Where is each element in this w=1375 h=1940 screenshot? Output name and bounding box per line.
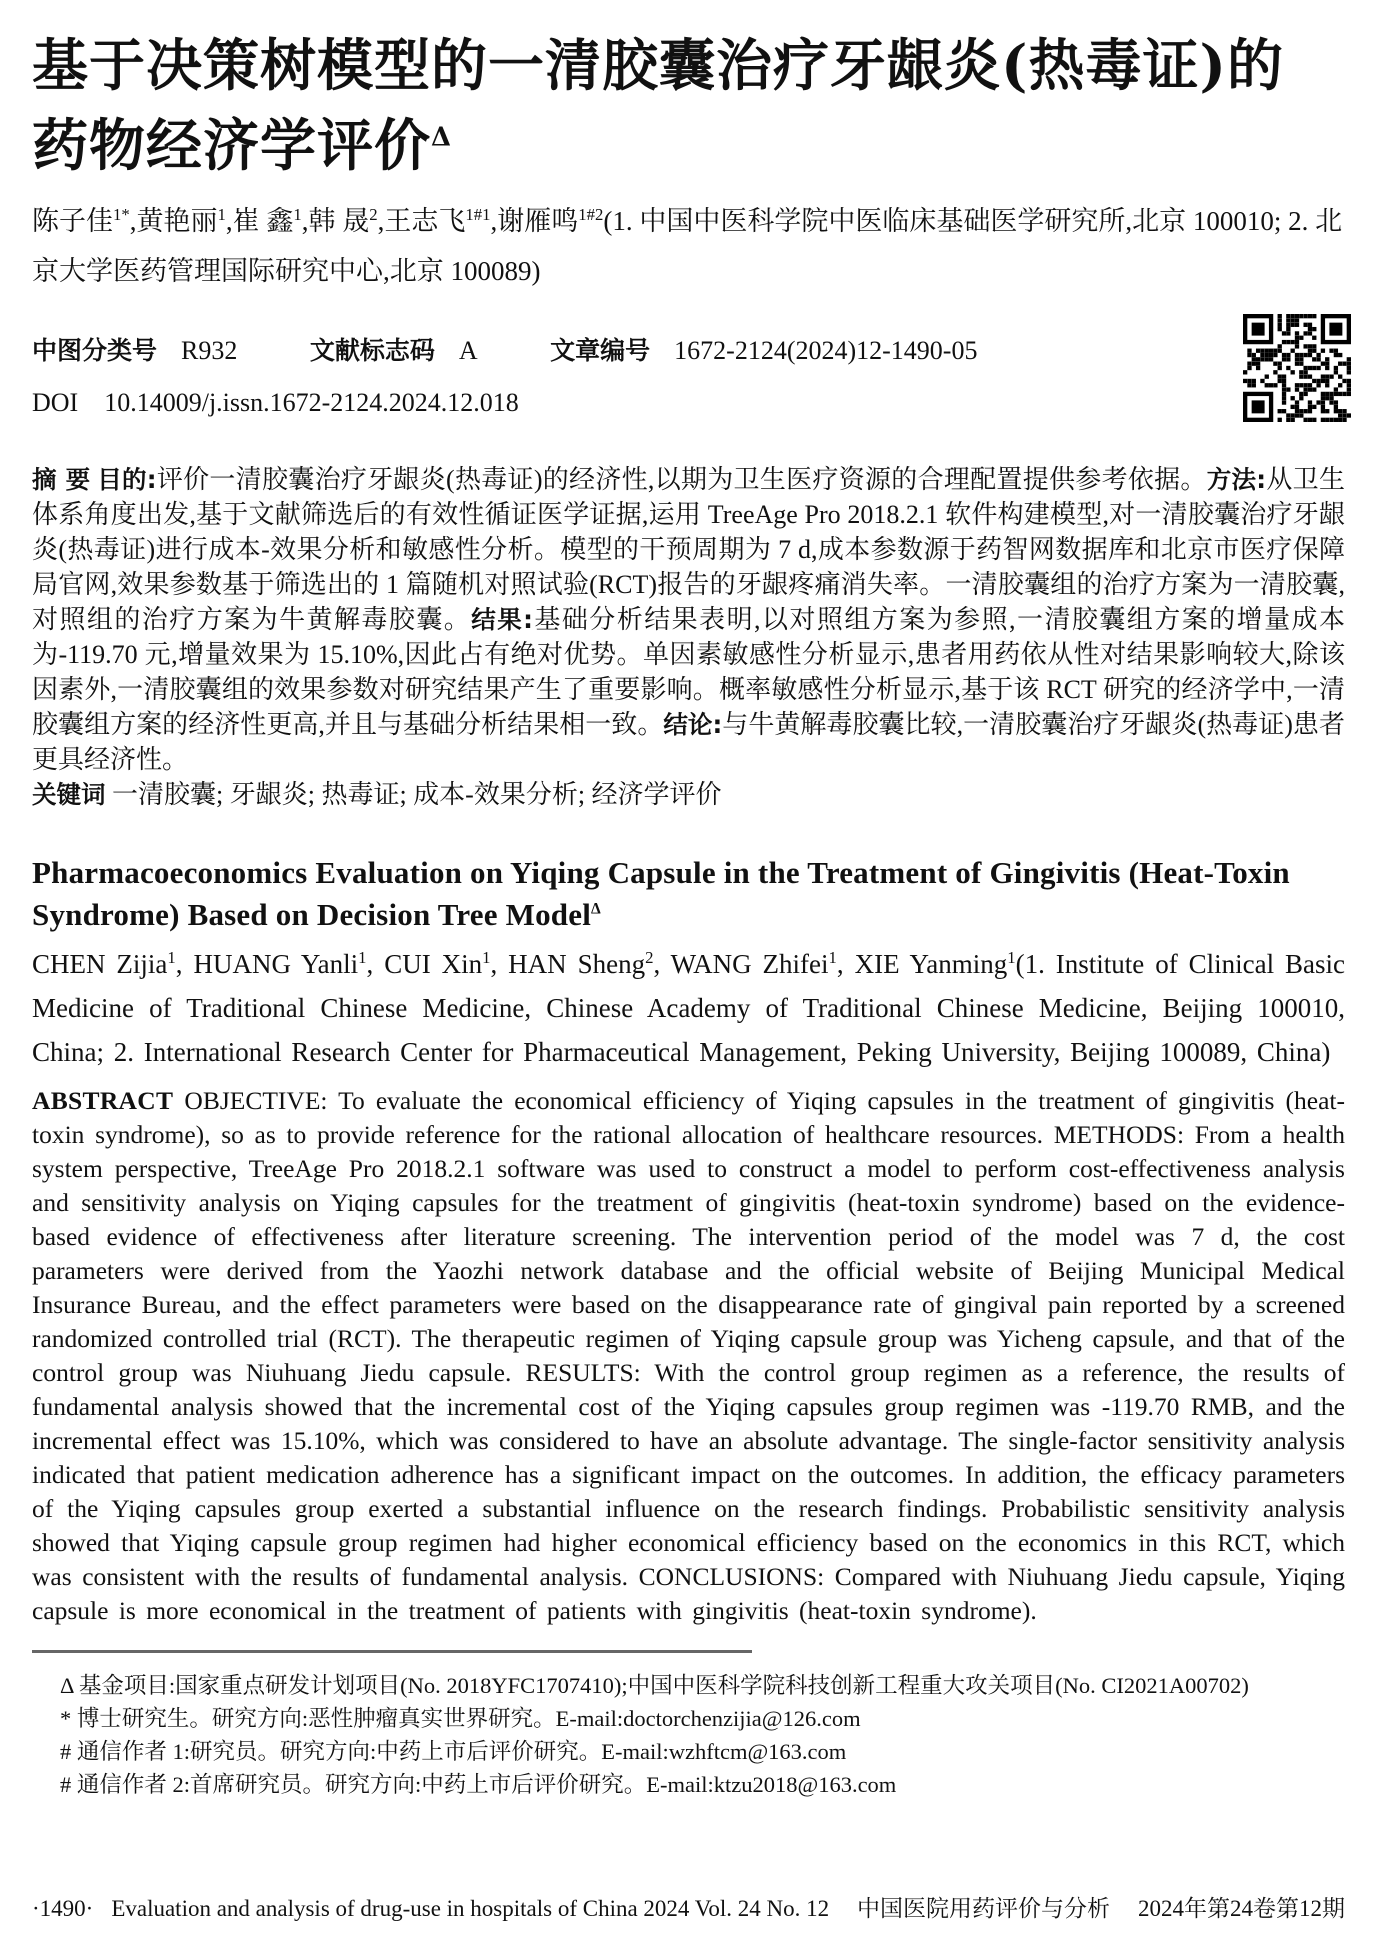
footnote-first-author: * 博士研究生。研究方向:恶性肿瘤真实世界研究。E-mail:doctorchenzijia@126.com — [60, 1706, 861, 1731]
title-cn-fund-marker: Δ — [431, 122, 452, 153]
footnotes — [32, 1669, 1345, 1801]
title-cn-line2: 药物经济学评价 — [32, 113, 431, 179]
footnote-corresponding-author-1: # 通信作者 1:研究员。研究方向:中药上市后评价研究。E-mail:wzhftcm@163.com — [60, 1739, 847, 1764]
title-cn-line1: 基于决策树模型的一清胶囊治疗牙龈炎(热毒证)的 — [32, 33, 1284, 99]
qr-code — [1243, 314, 1351, 424]
authors-cn: 陈子佳$^{1*}$,黄艳丽$^1$,崔 鑫$^1$,韩 晟$^2$,王志飞$^{1\#1}$,谢雁鸣$^{1\#2}$(1. 中国中医科学院中医临床基础医学研究所,北京 100010; 2. 北京大学医药管理国际研究中心,北京 100089) — [32, 205, 1343, 286]
doi-label: DOI — [32, 388, 79, 417]
page-number: ·1490· — [32, 1896, 94, 1921]
footer-journal-en: Evaluation and analysis of drug-use in hospitals of China 2024 Vol. 24 No. 12 — [111, 1896, 830, 1921]
footer-right — [857, 1890, 1345, 1923]
article-title-cn — [32, 26, 1345, 186]
doi-value: 10.14009/j.issn.1672-2124.2024.12.018 — [104, 388, 519, 417]
footer-left — [32, 1896, 829, 1922]
footnote-corresponding-author-2: # 通信作者 2:首席研究员。研究方向:中药上市后评价研究。E-mail:ktzu2018@163.com — [60, 1772, 897, 1797]
clc-number: 中图分类号 R932 — [32, 336, 238, 365]
footer-issue: 2024年第24卷第12期 — [1138, 1896, 1345, 1921]
article-meta-row — [32, 332, 1345, 428]
footnote-fund: Δ 基金项目:国家重点研发计划项目(No. 2018YFC1707410);中国中医科学院科技创新工程重大攻关项目(No. CI2021A00702) — [60, 1673, 1249, 1698]
title-en-fund-marker: Δ — [591, 900, 601, 918]
document-code: 文献标志码 A — [309, 336, 478, 365]
footnote-divider — [32, 1650, 752, 1653]
authors-en: CHEN Zijia$^1$, HUANG Yanli$^1$, CUI Xin$^1$, HAN Sheng$^2$, WANG Zhifei$^1$, XIE Yanming$^1$(1. Institute of Clinical Basic Medicine of Traditional Chinese Medicine, Chinese Academy of Traditional Chinese Medicine, Beijing 100010, China; 2. International Research Center for Pharmaceutical Management, Peking University, Beijing 100089, China) — [32, 948, 1346, 1067]
abstract-cn: 摘 要 目的:评价一清胶囊治疗牙龈炎(热毒证)的经济性,以期为卫生医疗资源的合理配置提供参考依据。方法:从卫生体系角度出发,基于文献筛选后的有效性循证医学证据,运用 TreeAge Pro 2018.2.1 软件构建模型,对一清胶囊治疗牙龈炎(热毒证)进行成本-效果分析和敏感性分析。模型的干预周期为 7 d,成本参数源于药智网数据库和北京市医疗保障局官网,效果参数基于筛选出的 1 篇随机对照试验(RCT)报告的牙龈疼痛消失率。一清胶囊组的治疗方案为一清胶囊,对照组的治疗方案为牛黄解毒胶囊。结果:基础分析结果表明,以对照组方案为参照,一清胶囊组方案的增量成本为-119.70 元,增量效果为 15.10%,因此占有绝对优势。单因素敏感性分析显示,患者用药依从性对结果影响较大,除该因素外,一清胶囊组的效果参数对研究结果产生了重要影响。概率敏感性分析显示,基于该 RCT 研究的经济学中,一清胶囊组方案的经济性更高,并且与基础分析结果相一致。结论:与牛黄解毒胶囊比较,一清胶囊治疗牙龈炎(热毒证)患者更具经济性。 — [32, 465, 1345, 774]
abstract-en: ABSTRACT OBJECTIVE: To evaluate the economical efficiency of Yiqing capsules in the treatment of gingivitis (heat-toxin syndrome), so as to provide reference for the rational allocation of healthcare resources. METHODS: From a health system perspective, TreeAge Pro 2018.2.1 software was used to construct a model to perform cost-effectiveness analysis and sensitivity analysis on Yiqing capsules for the treatment of gingivitis (heat-toxin syndrome) based on the evidence-based evidence of effectiveness after literature screening. The intervention period of the model was 7 d, the cost parameters were derived from the Yaozhi network database and the official website of Beijing Municipal Medical Insurance Bureau, and the effect parameters were based on the disappearance rate of gingival pain reported by a screened randomized controlled trial (RCT). The therapeutic regimen of Yiqing capsule group was Yicheng capsule, and that of the control group was Niuhuang Jiedu capsule. RESULTS: With the control group regimen as a reference, the results of fundamental analysis showed that the incremental cost of the Yiqing capsules group regimen was -119.70 RMB, and the incremental effect was 15.10%, which was considered to have an absolute advantage. The single-factor sensitivity analysis indicated that patient medication adherence has a significant impact on the outcomes. In addition, the efficacy parameters of the Yiqing capsules group exerted a substantial influence on the research findings. Probabilistic sensitivity analysis showed that Yiqing capsule group regimen had higher economical efficiency based on the economics in this RCT, which was consistent with the results of fundamental analysis. CONCLUSIONS: Compared with Niuhuang Jiedu capsule, Yiqing capsule is more economical in the treatment of patients with gingivitis (heat-toxin syndrome). — [32, 1086, 1345, 1625]
article-meta — [32, 332, 1043, 422]
footer-journal-cn: 中国医院用药评价与分析 — [857, 1896, 1110, 1921]
keywords-cn: 关键词 一清胶囊; 牙龈炎; 热毒证; 成本-效果分析; 经济学评价 — [32, 780, 722, 809]
article-title-en: Pharmacoeconomics Evaluation on Yiqing Capsule in the Treatment of Gingivitis (Heat-Toxin Syndrome) Based on Decision Tree Model$^\Delta$ — [32, 855, 1290, 932]
doi-line — [32, 384, 1043, 422]
classification-line — [32, 332, 1043, 370]
page-footer — [32, 1890, 1345, 1923]
article-id: 文章编号 1672-2124(2024)12-1490-05 — [550, 336, 978, 365]
